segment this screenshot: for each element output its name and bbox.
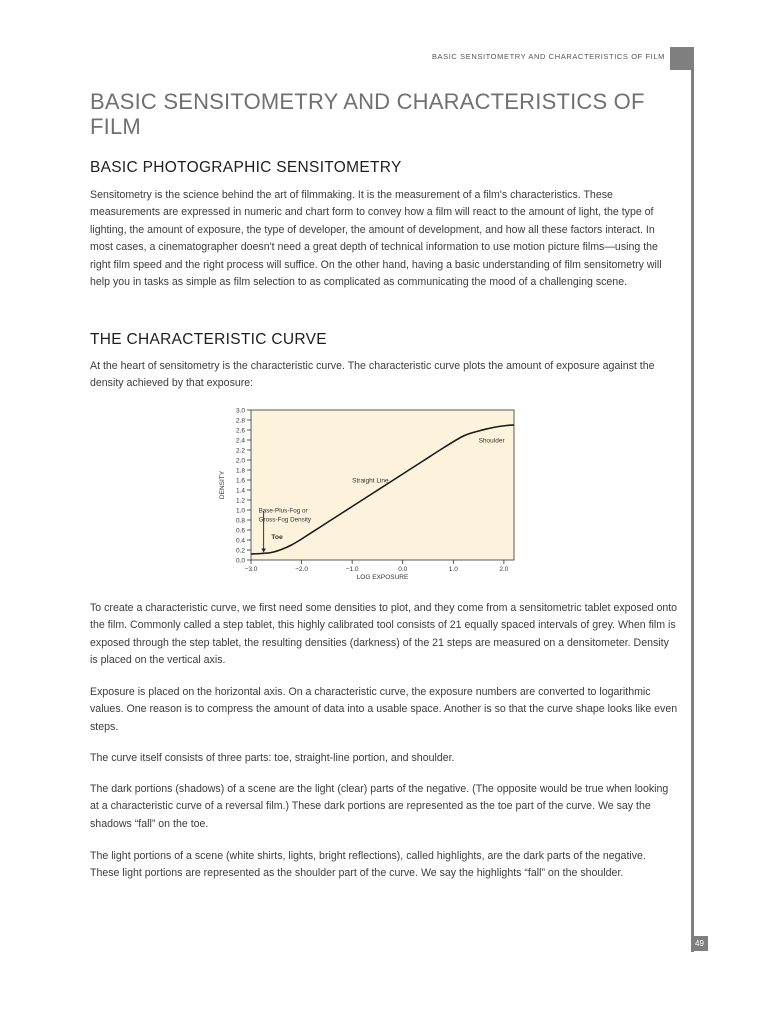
section-title-characteristic-curve: THE CHARACTERISTIC CURVE xyxy=(90,331,327,348)
annotation-toe: Toe xyxy=(271,534,283,541)
annotation-base-fog-line2: Gross-Fog Density xyxy=(258,516,312,524)
paragraph-shadows-toe: The dark portions (shadows) of a scene are the light (clear) parts of the negative. (The opposite would be true when looking at a characteristic curve of a reversal film.) These dark portions are represented as the toe part of the curve. We say the shadows “fall” on the toe. xyxy=(90,783,669,830)
x-tick-label: 0.0 xyxy=(398,566,408,573)
characteristic-curve-chart xyxy=(220,398,540,588)
section-title-sensitometry: BASIC PHOTOGRAPHIC SENSITOMETRY xyxy=(90,159,402,176)
x-tick-label: 1.0 xyxy=(448,566,458,573)
paragraph-exposure-axis: Exposure is placed on the horizontal axis. On a characteristic curve, the exposure numbers are converted to logarithmic values. One reason is to compress the amount of data into a usable space. Another is so that the curve shape looks like even steps. xyxy=(90,686,678,733)
y-tick-label: 2.4 xyxy=(235,437,245,445)
paragraph-highlights-shoulder: The light portions of a scene (white shirts, lights, bright reflections), called highlights, are the dark parts of the negative. These light portions are represented as the shoulder part of the curve. We say the highlights “fall” on the shoulder. xyxy=(90,850,646,880)
chart-svg xyxy=(220,398,540,588)
y-tick-label: 3.0 xyxy=(235,407,245,415)
y-tick-label: 2.6 xyxy=(235,427,245,435)
x-axis-label: LOG EXPOSURE xyxy=(356,574,409,581)
y-axis-label: DENSITY xyxy=(219,470,226,500)
y-tick-label: 1.0 xyxy=(235,507,245,515)
y-tick-label: 0.2 xyxy=(235,547,245,555)
y-tick-label: 1.4 xyxy=(235,487,245,495)
side-rule xyxy=(691,47,694,952)
y-tick-label: 0.4 xyxy=(235,537,245,545)
y-tick-label: 2.0 xyxy=(235,457,245,465)
x-tick-label: 2.0 xyxy=(499,566,509,573)
paragraph-curve-parts: The curve itself consists of three parts: toe, straight-line portion, and shoulder. xyxy=(90,752,455,764)
annotation-shoulder: Shoulder xyxy=(478,437,505,445)
annotation-straight-line: Straight Line xyxy=(352,477,389,485)
x-tick-label: −2.0 xyxy=(295,566,308,573)
y-tick-label: 1.6 xyxy=(235,477,245,485)
page-number: 49 xyxy=(691,936,708,951)
y-tick-label: 1.2 xyxy=(235,497,245,505)
paragraph-curve-intro: At the heart of sensitometry is the characteristic curve. The characteristic curve plots the amount of exposure against the density achieved by that exposure: xyxy=(90,360,655,390)
paragraph-sensitometry: Sensitometry is the science behind the art of filmmaking. It is the measurement of a film's characteristics. These measurements are expressed in numeric and chart form to convey how a film will react to the amount of light, the type of lighting, the amount of exposure, the type of developer, the amount of development, and how all these factors interact. In most cases, a cinematographer doesn't need a great depth of technical information to use motion picture films—using the right film speed and the right process will suffice. On the other hand, having a basic understanding of film sensitometry will help you in tasks as simple as film selection to as complicated as communicating the mood of a challenging scene. xyxy=(90,189,662,289)
paragraph-step-tablet: To create a characteristic curve, we first need some densities to plot, and they come from a sensitometric tablet exposed onto the film. Commonly called a step tablet, this highly calibrated tool consists of 21 equally spaced intervals of grey. When film is exposed through the step tablet, the resulting densities (darkness) of the 21 steps are measured on a densitometer. Density is placed on the vertical axis. xyxy=(90,602,678,667)
x-tick-label: −3.0 xyxy=(244,566,258,573)
page-title: BASIC SENSITOMETRY AND CHARACTERISTICS OF FILM xyxy=(90,89,645,139)
x-tick-label: −1.0 xyxy=(345,566,359,573)
y-tick-label: 2.8 xyxy=(235,417,245,425)
annotation-base-fog-line1: Base-Plus-Fog or xyxy=(258,507,308,515)
y-tick-label: 1.8 xyxy=(235,467,245,475)
y-tick-label: 0.6 xyxy=(235,527,245,535)
chart-group xyxy=(219,408,514,582)
y-tick-label: 0.8 xyxy=(235,517,245,525)
running-header: BASIC SENSITOMETRY AND CHARACTERISTICS OF FILM xyxy=(431,52,665,61)
y-tick-label: 2.2 xyxy=(235,447,245,455)
y-tick-label: 0.0 xyxy=(235,557,245,565)
